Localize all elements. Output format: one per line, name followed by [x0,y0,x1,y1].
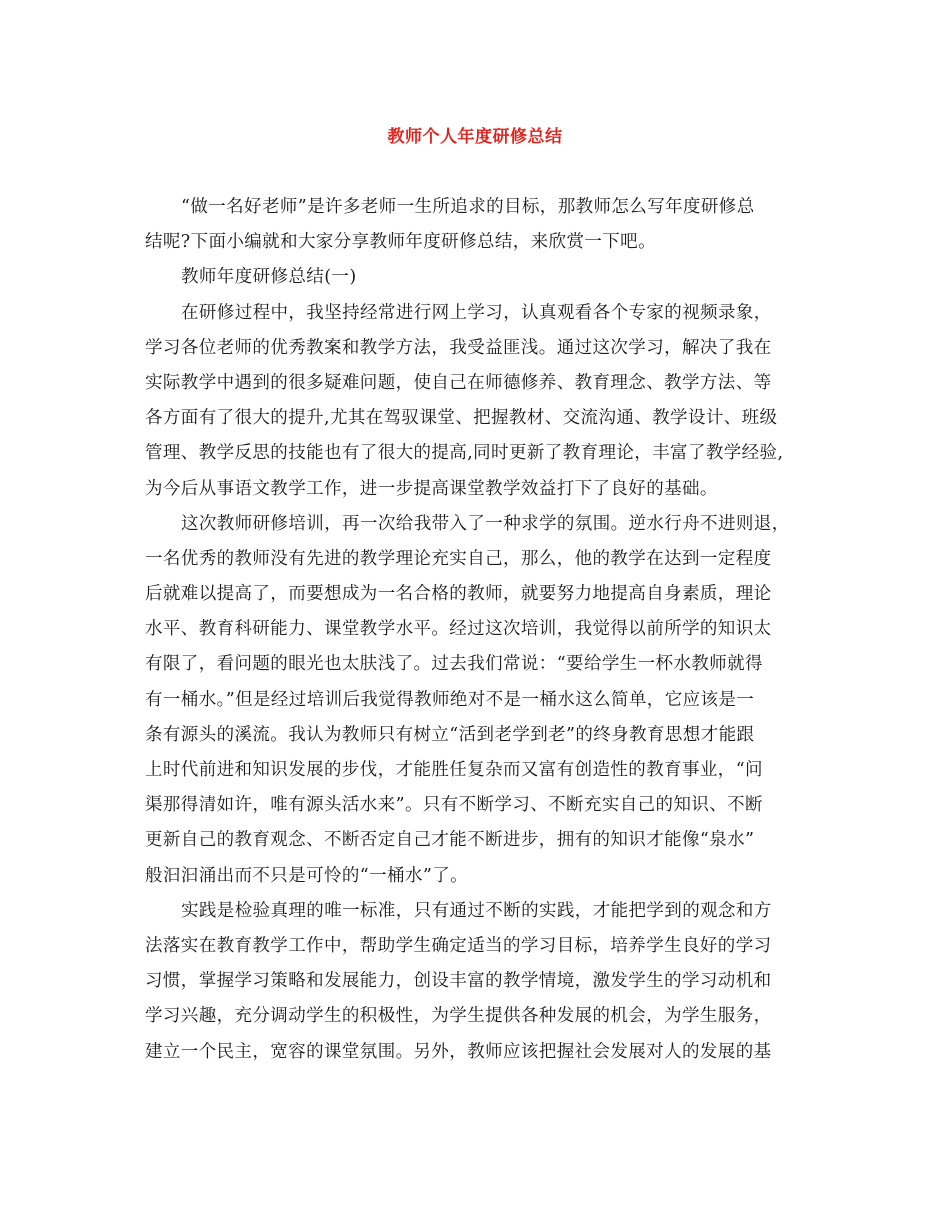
text-line: 法落实在教育教学工作中，帮助学生确定适当的学习目标，培养学生良好的学习 [145,935,772,956]
text-line: 上时代前进和知识发展的步伐，才能胜任复杂而又富有创造性的教育事业，“问 [145,760,763,780]
text-line: 条有源头的溪流。我认为教师只有树立“活到老学到老”的终身教育思想才能跟 [145,724,755,745]
text-line: 习惯，掌握学习策略和发展能力，创设丰富的教学情境，激发学生的学习动机和 [145,971,772,992]
text-line: 建立一个民主，宽容的课堂氛围。另外，教师应该把握社会发展对人的发展的基 [145,1041,772,1062]
text-line: 结呢?下面小编就和大家分享教师年度研修总结，来欣赏一下吧。 [145,232,656,253]
document-title: 教师个人年度研修总结 [387,127,563,147]
section-heading-text: 教师年度研修总结(一) [181,267,357,288]
text-line: 学习兴趣，充分调动学生的积极性，为学生提供各种发展的机会，为学生服务， [145,1006,772,1027]
text-line: 水平、教育科研能力、课堂教学水平。经过这次培训，我觉得以前所学的知识太 [145,619,772,640]
text-line: 后就难以提高了，而要想成为一名合格的教师，就要努力地提高自身素质，理论 [145,584,772,605]
text-line: 这次教师研修培训，再一次给我带入了一种求学的氛围。逆水行舟不进则退， [181,513,790,534]
text-line: 般汩汩涌出而不只是可怜的“一桶水”了。 [145,865,468,886]
document-body [145,190,800,1070]
body-paragraph [145,296,800,507]
text-line: 学习各位老师的优秀教案和教学方法，我受益匪浅。通过这次学习，解决了我在 [145,337,772,358]
text-line: 渠那得清如许，唯有源头活水来”。只有不断学习、不断充实自己的知识、不断 [145,795,763,816]
text-line: 为今后从事语文教学工作，进一步提高课堂教学效益打下了良好的基础。 [145,478,718,499]
text-line: 一名优秀的教师没有先进的教学理论充实自己，那么，他的教学在达到一定程度 [145,548,772,569]
intro-paragraph [145,190,800,260]
text-line: “做一名好老师”是许多老师一生所追求的目标，那教师怎么写年度研修总 [181,197,755,217]
body-paragraph [145,507,800,894]
text-line: 管理、教学反思的技能也有了很大的提高,同时更新了教育理论，丰富了教学经验, [145,443,784,464]
text-line: 实际教学中遇到的很多疑难问题，使自己在师德修养、教育理念、教学方法、等 [145,372,772,393]
text-line: 各方面有了很大的提升,尤其在驾驭课堂、把握教材、交流沟通、教学设计、班级 [145,408,778,429]
text-line: 在研修过程中，我坚持经常进行网上学习，认真观看各个专家的视频录象， [181,302,772,323]
text-line: 有一桶水。”但是经过培训后我觉得教师绝对不是一桶水这么简单，它应该是一 [145,689,755,710]
text-line: 实践是检验真理的唯一标准，只有通过不断的实践，才能把学到的观念和方 [181,900,772,921]
section-heading [145,260,800,295]
body-paragraph [145,894,800,1070]
text-line: 更新自己的教育观念、不断否定自己才能不断进步，拥有的知识才能像“泉水” [145,830,755,851]
text-line: 有限了，看问题的眼光也太肤浅了。过去我们常说：“要给学生一杯水教师就得 [145,654,763,675]
